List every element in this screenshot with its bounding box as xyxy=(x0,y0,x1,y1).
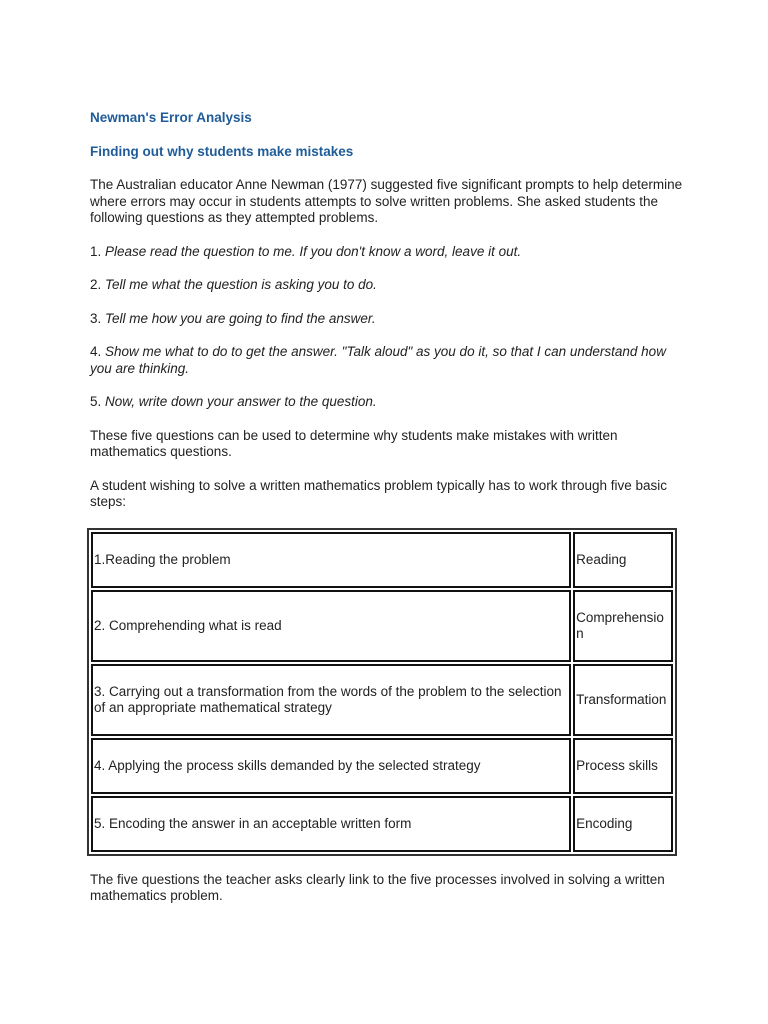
question-text: Now, write down your answer to the question. xyxy=(105,394,377,409)
table-row xyxy=(91,532,673,588)
question-1 xyxy=(90,244,690,261)
questions-summary-paragraph: These five questions can be used to determine why students make mistakes with written mathematics questions. xyxy=(90,427,618,459)
question-text: Show me what to do to get the answer. "Talk aloud" as you do it, so that I can understand how you are thinking. xyxy=(90,344,666,376)
question-3 xyxy=(90,311,690,328)
step-label: Transformation xyxy=(573,664,673,736)
question-text: Tell me how you are going to find the answer. xyxy=(105,310,376,326)
step-label: Encoding xyxy=(573,796,673,852)
question-number: 5. xyxy=(90,394,106,409)
question-text: Tell me what the question is asking you to do. xyxy=(105,277,377,292)
table-row xyxy=(91,796,673,852)
question-number: 3. xyxy=(90,310,106,326)
steps-intro-paragraph: A student wishing to solve a written mathematics problem typically has to work through five basic steps: xyxy=(90,477,668,509)
question-4 xyxy=(90,344,690,377)
question-5 xyxy=(90,394,690,411)
step-label: Reading xyxy=(573,532,673,588)
step-description: 5. Encoding the answer in an acceptable written form xyxy=(91,796,571,852)
question-text: Please read the question to me. If you don't know a word, leave it out. xyxy=(105,243,522,259)
step-description: 3. Carrying out a transformation from the words of the problem to the selection of an appropriate mathematical strategy xyxy=(91,664,571,736)
table-row xyxy=(91,664,673,736)
question-number: 2. xyxy=(90,277,106,292)
step-label: Comprehension xyxy=(573,590,673,662)
step-description: 1.Reading the problem xyxy=(91,532,571,588)
question-2 xyxy=(90,277,690,294)
document-subtitle: Finding out why students make mistakes xyxy=(90,143,354,159)
steps-table xyxy=(87,528,677,856)
table-row xyxy=(91,590,673,662)
question-number: 1. xyxy=(90,243,106,259)
step-label: Process skills xyxy=(573,738,673,794)
step-description: 2. Comprehending what is read xyxy=(91,590,571,662)
step-description: 4. Applying the process skills demanded by the selected strategy xyxy=(91,738,571,794)
document-page xyxy=(90,110,690,922)
closing-paragraph: The five questions the teacher asks clearly link to the five processes involved in solving a written mathematics problem. xyxy=(90,871,665,903)
document-title: Newman's Error Analysis xyxy=(90,110,252,125)
question-number: 4. xyxy=(90,344,106,359)
table-row xyxy=(91,738,673,794)
intro-paragraph: The Australian educator Anne Newman (1977) suggested five significant prompts to help determine where errors may occur in students attempts to solve written problems. She asked students the following questions as they attempted problems. xyxy=(90,177,683,225)
